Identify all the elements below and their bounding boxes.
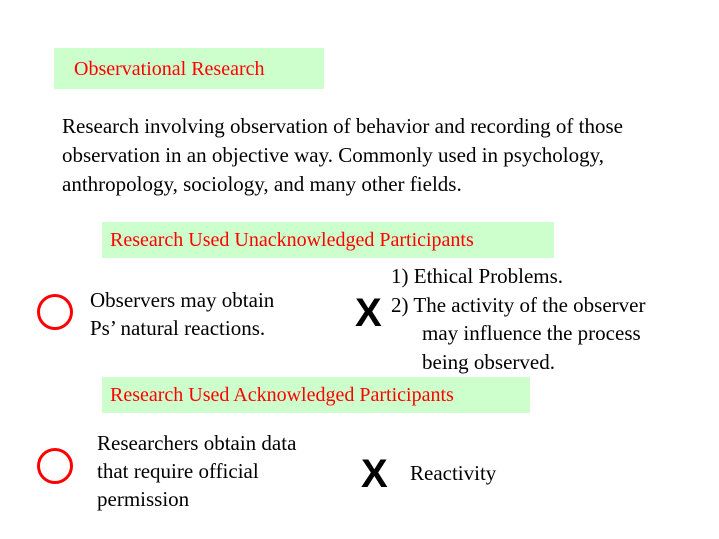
disadvantage-item-continuation: may influence the process [422,321,641,345]
advantage-line: Researchers obtain data [97,431,297,455]
disadvantage-item-continuation: being observed. [422,349,555,374]
disadvantage-item: 1) Ethical Problems. [391,264,564,288]
unacknowledged-disadvantages [391,262,711,376]
definition-text: Research involving observation of behavior and recording of those observation in an objective way. Commonly used in psychology, anthropology, sociology, and many other fields. [62,114,624,196]
advantage-circle-icon [37,294,73,330]
advantage-line: Observers may obtain [90,288,275,312]
advantage-line: permission [97,487,190,511]
advantage-circle-icon [37,448,73,484]
slide-title-text: Observational Research [74,57,265,80]
disadvantage-x-icon: X [361,452,388,496]
advantage-line: Ps’ natural reactions. [90,316,266,340]
unacknowledged-heading-text: Research Used Unacknowledged Participants [110,229,474,251]
unacknowledged-heading [102,222,554,258]
acknowledged-heading-text: Research Used Acknowledged Participants [110,384,454,406]
unacknowledged-advantage [90,286,330,342]
disadvantage-x-icon: X [355,291,382,335]
acknowledged-disadvantage: Reactivity [410,461,497,485]
disadvantage-item: 2) The activity of the observer [391,292,646,317]
acknowledged-advantage [97,429,347,513]
slide-title [54,48,324,89]
acknowledged-heading [102,377,530,413]
advantage-line: that require official [97,459,259,483]
